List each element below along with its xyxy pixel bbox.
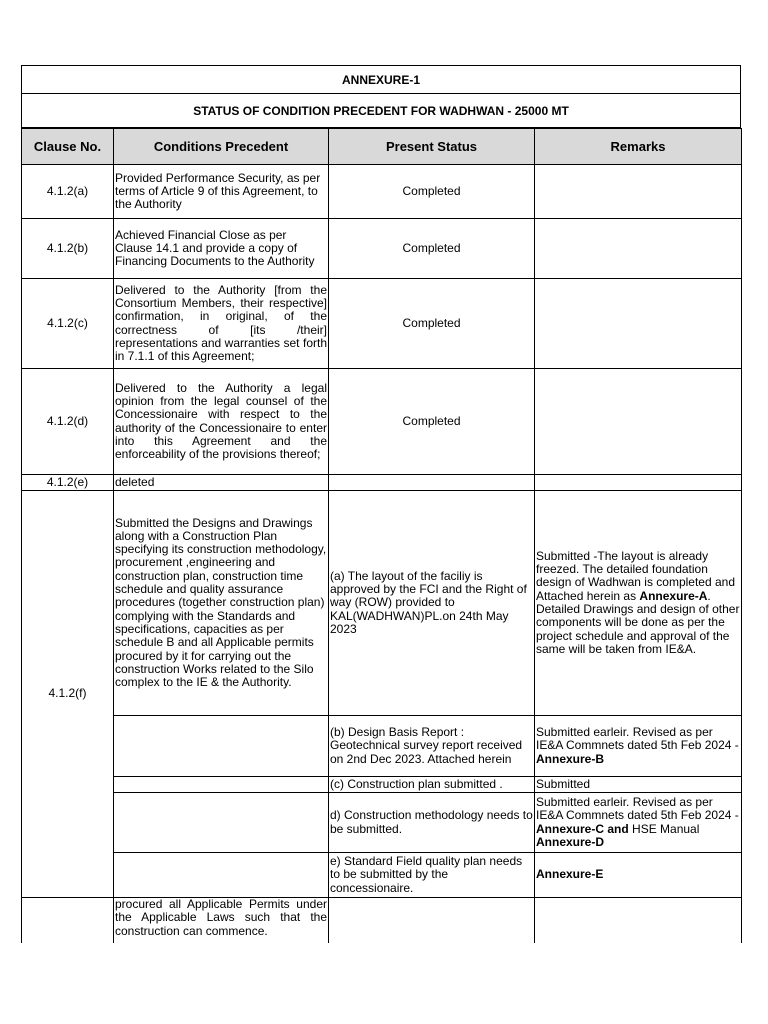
condition-cell bbox=[114, 777, 329, 793]
header-clause-no: Clause No. bbox=[22, 129, 114, 165]
condition-cell: Achieved Financial Close as per Clause 14.1 and provide a copy of Financing Documents to the Authority bbox=[114, 219, 329, 279]
table-row bbox=[22, 491, 742, 716]
clause-cell: 4.1.2(d) bbox=[22, 369, 114, 475]
condition-cell: Delivered to the Authority [from the Consortium Members, their respective] confirmation, in original, of the correctness of [its /their] representations and warranties set forth in 7.1.1 of this Agreement; bbox=[114, 279, 329, 369]
status-cell bbox=[329, 475, 535, 491]
table-row bbox=[22, 219, 742, 279]
condition-cell: deleted bbox=[114, 475, 329, 491]
table-row bbox=[22, 716, 742, 777]
header-remarks: Remarks bbox=[535, 129, 742, 165]
condition-cell bbox=[114, 853, 329, 898]
status-cell: Completed bbox=[329, 219, 535, 279]
status-cell: (b) Design Basis Report : Geotechnical survey report received on 2nd Dec 2023. Attached herein bbox=[329, 716, 535, 777]
header-present-status: Present Status bbox=[329, 129, 535, 165]
remarks-cell bbox=[535, 279, 742, 369]
remarks-cell: Submitted bbox=[535, 777, 742, 793]
clause-cell: 4.1.2(b) bbox=[22, 219, 114, 279]
remarks-cell: Submitted earleir. Revised as per IE&A Commnets dated 5th Feb 2024 - Annexure-C and HSE Manual Annexure-D bbox=[535, 793, 742, 853]
condition-cell bbox=[114, 716, 329, 777]
document-title: STATUS OF CONDITION PRECEDENT FOR WADHWAN - 25000 MT bbox=[21, 94, 741, 128]
clause-cell: 4.1.2(a) bbox=[22, 165, 114, 219]
remarks-cell bbox=[535, 898, 742, 943]
clause-cell: 4.1.2(c) bbox=[22, 279, 114, 369]
status-cell: Completed bbox=[329, 279, 535, 369]
status-cell: Completed bbox=[329, 165, 535, 219]
table-row bbox=[22, 853, 742, 898]
status-cell: Completed bbox=[329, 369, 535, 475]
table-row bbox=[22, 475, 742, 491]
table-row bbox=[22, 777, 742, 793]
table-row bbox=[22, 165, 742, 219]
status-cell: (c) Construction plan submitted . bbox=[329, 777, 535, 793]
table-row bbox=[22, 279, 742, 369]
table-row bbox=[22, 369, 742, 475]
clause-cell: 4.1.2(e) bbox=[22, 475, 114, 491]
remarks-cell bbox=[535, 165, 742, 219]
header-conditions-precedent: Conditions Precedent bbox=[114, 129, 329, 165]
remarks-cell: Annexure-E bbox=[535, 853, 742, 898]
table-row bbox=[22, 898, 742, 943]
remarks-cell bbox=[535, 219, 742, 279]
status-cell: d) Construction methodology needs to be submitted. bbox=[329, 793, 535, 853]
condition-cell: procured all Applicable Permits under the Applicable Laws such that the construction can commence. bbox=[114, 898, 329, 943]
condition-cell: Submitted the Designs and Drawings along with a Construction Plan specifying its construction methodology, procurement ,engineering and construction plan, construction time schedule and quality assurance procedures (together construction plan) complying with the Standards and specifications, capacities as per schedule B and all Applicable permits procured by it for carrying out the construction Works related to the Silo complex to the IE & the Authority. bbox=[114, 491, 329, 716]
condition-cell bbox=[114, 793, 329, 853]
remarks-cell: Submitted -The layout is already freezed. The detailed foundation design of Wadhwan is completed and Attached herein as Annexure-A. Detailed Drawings and design of other components will be done as per the project schedule and approval of the same will be taken from IE&A. bbox=[535, 491, 742, 716]
status-cell: (a) The layout of the faciliy is approved by the FCI and the Right of way (ROW) provided to KAL(WADHWAN)PL.on 24th May 2023 bbox=[329, 491, 535, 716]
clause-cell bbox=[22, 898, 114, 943]
table-header-row bbox=[22, 129, 742, 165]
clause-cell: 4.1.2(f) bbox=[22, 491, 114, 898]
annexure-sheet bbox=[21, 65, 741, 943]
remarks-cell: Submitted earleir. Revised as per IE&A Commnets dated 5th Feb 2024 - Annexure-B bbox=[535, 716, 742, 777]
condition-cell: Provided Performance Security, as per terms of Article 9 of this Agreement, to the Authority bbox=[114, 165, 329, 219]
status-cell bbox=[329, 898, 535, 943]
table-row bbox=[22, 793, 742, 853]
conditions-table bbox=[21, 128, 742, 943]
annexure-title: ANNEXURE-1 bbox=[21, 65, 741, 94]
remarks-cell bbox=[535, 475, 742, 491]
remarks-cell bbox=[535, 369, 742, 475]
status-cell: e) Standard Field quality plan needs to be submitted by the concessionaire. bbox=[329, 853, 535, 898]
condition-cell: Delivered to the Authority a legal opinion from the legal counsel of the Concessionaire with respect to the authority of the Concessionaire to enter into this Agreement and the enforceability of the provisions thereof; bbox=[114, 369, 329, 475]
